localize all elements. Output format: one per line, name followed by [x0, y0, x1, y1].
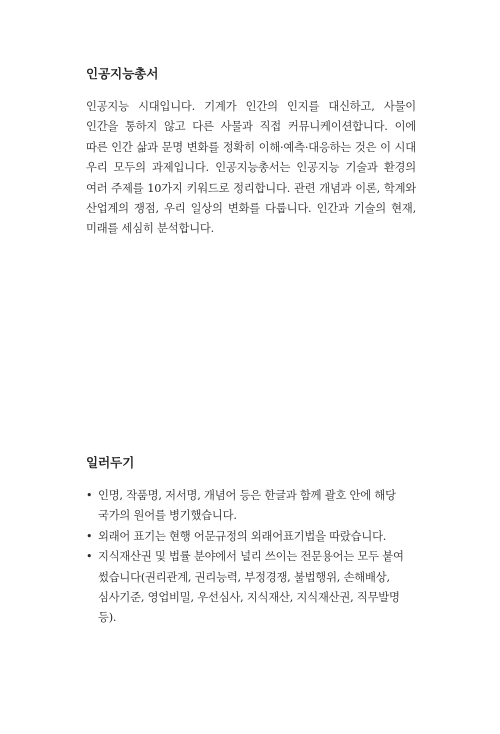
bullet-icon: • [86, 529, 93, 543]
bullet-icon: • [86, 489, 93, 502]
note-item [86, 547, 416, 629]
note-item [86, 527, 416, 547]
series-description: 인공지능 시대입니다. 기계가 인간의 인지를 대신하고, 사물이 인간을 통하지 않고 다른 사물과 직접 커뮤니케이션합니다. 이에 따른 인간 삶과 문명 변화를 정확히 이해·예측·대응하는 것은 이 시대 우리 모두의 과제입니다. 인공지능총서는 인공지능 기술과 환경의 여러 주제를 10가지 키워드로 정리합니다. 관련 개념과 이론, 학계와 산업계의 쟁점, 우리 일상의 변화를 다룹니다. 인간과 기술의 현재, 미래를 세심히 분석합니다. [86, 100, 416, 236]
notes-title: 일러두기 [86, 455, 135, 470]
note-item [86, 486, 416, 527]
note-text: 지식재산권 및 법률 분야에서 널리 쓰이는 전문용어는 모두 붙여 썼습니다(권리관계, 권리능력, 부정경쟁, 불법행위, 손해배상, 심사기준, 영업비밀, 우선심사, 지식재산, 지식재산권, 직무발명 등). [98, 550, 404, 625]
notes-list [86, 486, 416, 629]
note-text: 인명, 작품명, 저서명, 개념어 등은 한글과 함께 괄호 안에 해당 국가의 원어를 병기했습니다. [98, 489, 396, 523]
note-text: 외래어 표기는 현행 어문규정의 외래어표기법을 따랐습니다. [98, 529, 387, 543]
series-title: 인공지능총서 [86, 66, 159, 81]
series-intro [86, 66, 416, 240]
editorial-notes [86, 455, 416, 629]
bullet-icon: • [86, 550, 93, 564]
